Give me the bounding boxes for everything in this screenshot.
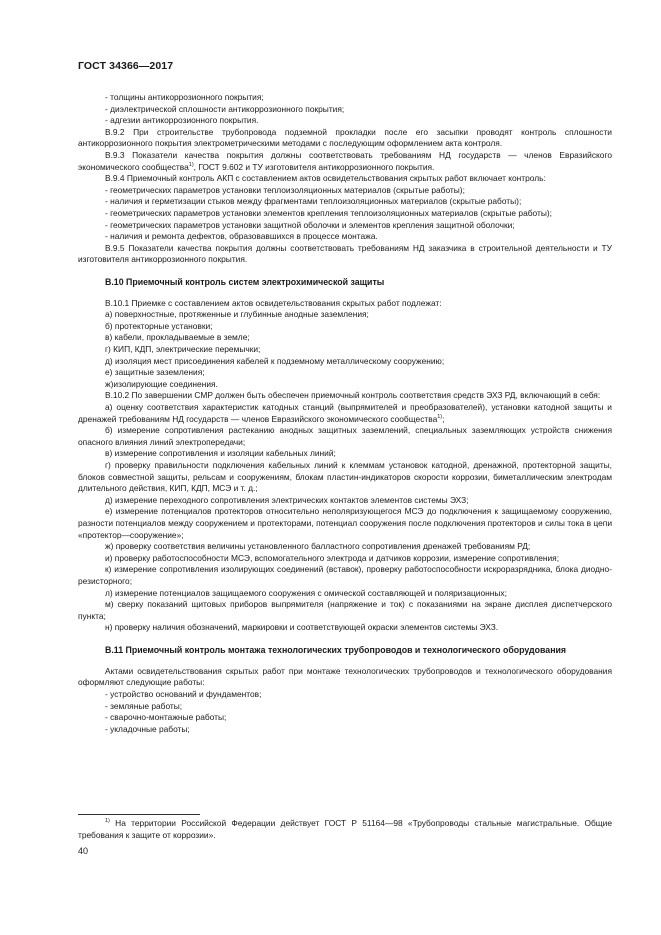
block-text: ж) проверку соответствия величины установленного балластного сопротивления дренажей требованиям РД; bbox=[105, 541, 531, 552]
paragraph bbox=[78, 460, 612, 495]
list-item bbox=[78, 541, 612, 553]
paragraph bbox=[78, 666, 612, 689]
list-item bbox=[78, 495, 612, 507]
paragraph bbox=[78, 506, 612, 541]
document-code-header: ГОСТ 34366—2017 bbox=[78, 60, 174, 72]
section-heading bbox=[78, 645, 612, 657]
paragraph bbox=[78, 402, 612, 425]
list-item bbox=[78, 332, 612, 344]
list-item bbox=[78, 220, 612, 232]
block-text-continued: ; bbox=[442, 413, 445, 424]
block-text: б) измерение сопротивления растеканию анодных защитных заземлений, специальных заземляющих устройств снижения опасного влияния линий электропередачи; bbox=[78, 425, 612, 447]
list-item bbox=[78, 712, 612, 724]
block-text: - наличия и герметизации стыков между фрагментами теплоизоляционных материалов (скрытые работы); bbox=[105, 196, 522, 207]
block-text-continued: , ГОСТ 9.602 и ТУ изготовителя антикоррозионного покрытия. bbox=[193, 161, 435, 172]
block-text: е) измерение потенциалов протекторов относительно неполяризующегося МСЭ до подключения к защищаемому сооружению, разности потенциалов между сооружением и протекторами, потенциал сооружения после подключения протекторов и силы тока в цепи «протектор—сооружение»; bbox=[78, 506, 612, 540]
block-text: и) проверку работоспособности МСЭ, вспомогательного электрода и датчиков коррозии, измерение сопротивления; bbox=[105, 552, 560, 563]
block-text: м) сверку показаний щитовых приборов выпрямителя (напряжение и ток) с показаниями на экране дисплея диспетчерского пункта; bbox=[78, 599, 612, 621]
list-item bbox=[78, 231, 612, 243]
block-text: В.9.4 Приемочный контроль АКП с составлением актов освидетельствования скрытых работ включает контроль: bbox=[105, 173, 546, 184]
footnote-text: На территории Российской Федерации действует ГОСТ Р 51164—98 «Трубопроводы стальные магистральные. Общие требования к защите от коррозии». bbox=[78, 818, 612, 840]
list-item bbox=[78, 622, 612, 634]
block-text: б) протекторные установки; bbox=[105, 320, 213, 331]
block-text: В.10.1 Приемке с составлением актов освидетельствования скрытых работ подлежат: bbox=[105, 297, 442, 308]
list-item bbox=[78, 689, 612, 701]
paragraph bbox=[78, 127, 612, 150]
block-text: - сварочно-монтажные работы; bbox=[105, 712, 227, 723]
paragraph bbox=[78, 243, 612, 266]
block-text: В.10 Приемочный контроль систем электрохимической защиты bbox=[105, 276, 385, 287]
list-item bbox=[78, 92, 612, 104]
block-text: - геометрических параметров установки защитной оболочки и элементов крепления защитной оболочки; bbox=[105, 219, 515, 230]
paragraph bbox=[78, 599, 612, 622]
block-text: В.9.2 При строительстве трубопровода подземной прокладки после его засыпки проводят контроль сплошности антикоррозионного покрытия электрометрическими методами с последующим оформлением акта контроля. bbox=[78, 126, 612, 149]
document-body bbox=[78, 92, 612, 735]
block-text: ж)изолирующие соединения. bbox=[105, 378, 218, 389]
block-text: - адгезии антикоррозионного покрытия. bbox=[105, 115, 259, 126]
list-item bbox=[78, 724, 612, 736]
block-text: е) защитные заземления; bbox=[105, 367, 205, 378]
paragraph bbox=[78, 208, 612, 220]
block-text: д) измерение переходного сопротивления электрических контактов элементов системы ЭХЗ; bbox=[105, 494, 469, 505]
footnote-divider bbox=[78, 814, 200, 815]
block-text: - укладочные работы; bbox=[105, 723, 190, 734]
block-text: - геометрических параметров установки теплоизоляционных материалов (скрытые работы); bbox=[105, 184, 465, 195]
block-text: н) проверку наличия обозначений, маркировки и соответствующей окраски элементов системы ЭХЗ. bbox=[105, 622, 499, 633]
paragraph bbox=[78, 150, 612, 173]
block-text: В.11 Приемочный контроль монтажа технологических трубопроводов и технологического оборудования bbox=[105, 644, 567, 655]
paragraph bbox=[78, 390, 612, 402]
list-item bbox=[78, 344, 612, 356]
block-text: д) изоляция мест присоединения кабелей к подземному металлическому сооружению; bbox=[105, 355, 445, 366]
block-text: Актами освидетельствования скрытых работ при монтаже технологических трубопроводов и технологического оборудования оформляют следующие работы: bbox=[78, 665, 612, 688]
footnote-reference: 1) bbox=[437, 413, 443, 420]
footnote-mark: 1) bbox=[105, 818, 110, 825]
list-item bbox=[78, 701, 612, 713]
paragraph bbox=[78, 425, 612, 448]
block-text: к) измерение сопротивления изолирующих соединений (вставок), проверку работоспособности искроразрядника, блока диодно-резисторного; bbox=[78, 564, 612, 586]
block-text: - устройство оснований и фундаментов; bbox=[105, 688, 262, 699]
block-text: в) измерение сопротивления и изоляции кабельных линий; bbox=[105, 448, 336, 459]
list-item bbox=[78, 588, 612, 600]
block-text: л) измерение потенциалов защищаемого сооружения с омической составляющей и поляризационных; bbox=[105, 587, 507, 598]
list-item bbox=[78, 309, 612, 321]
block-text: - толщины антикоррозионного покрытия; bbox=[105, 92, 264, 102]
list-item bbox=[78, 104, 612, 116]
list-item bbox=[78, 115, 612, 127]
list-item bbox=[78, 367, 612, 379]
block-text: - диэлектрической сплошности антикоррозионного покрытия; bbox=[105, 103, 345, 114]
list-item bbox=[78, 379, 612, 391]
list-item bbox=[78, 321, 612, 333]
list-item bbox=[78, 298, 612, 310]
block-text: В.10.2 По завершении СМР должен быть обеспечен приемочный контроль соответствия средств ЭХЗ РД, включающий в себя: bbox=[105, 390, 601, 401]
footnote bbox=[78, 818, 612, 841]
list-item bbox=[78, 196, 612, 208]
paragraph bbox=[78, 564, 612, 587]
list-item bbox=[78, 448, 612, 460]
block-text: а) поверхностные, протяженные и глубинные анодные заземления; bbox=[105, 309, 369, 320]
paragraph bbox=[78, 553, 612, 565]
page-number: 40 bbox=[78, 846, 89, 856]
list-item bbox=[78, 356, 612, 368]
block-text: а) оценку соответствия характеристик катодных станций (выпрямителей и преобразователей), установки катодной защиты и дренажей требованиям НД государств — членов Евразийского экономического сообщества bbox=[78, 402, 612, 424]
block-text: - земляные работы; bbox=[105, 700, 183, 711]
block-text: - наличия и ремонта дефектов, образовавшихся в процессе монтажа. bbox=[105, 231, 378, 242]
block-text: в) кабели, прокладываемые в земле; bbox=[105, 332, 250, 343]
footnote-reference: 1) bbox=[188, 161, 194, 168]
block-text: - геометрических параметров установки элементов крепления теплоизоляционных материалов (скрытые работы); bbox=[105, 207, 552, 218]
block-text: г) проверку правильности подключения кабельных линий к клеммам установок катодной, дренажной, протекторной защиты, блоков совместной защиты, рельсам и сооружениям, блокам пластин-индикаторов скорости коррозии, биметаллическим электродам длительного действия, КИП, КДП, МСЭ и т. д.; bbox=[78, 460, 612, 494]
block-text: г) КИП, КДП, электрические перемычки; bbox=[105, 344, 261, 355]
paragraph bbox=[78, 173, 612, 185]
list-item bbox=[78, 185, 612, 197]
section-heading bbox=[78, 277, 612, 289]
block-text: В.9.5 Показатели качества покрытия должны соответствовать требованиям НД заказчика в строительной деятельности и ТУ изготовителя антикоррозионного покрытия. bbox=[78, 242, 612, 265]
block-text: В.9.3 Показатели качества покрытия должны соответствовать требованиям НД государств — членов Евразийского экономического сообщества bbox=[78, 149, 612, 172]
